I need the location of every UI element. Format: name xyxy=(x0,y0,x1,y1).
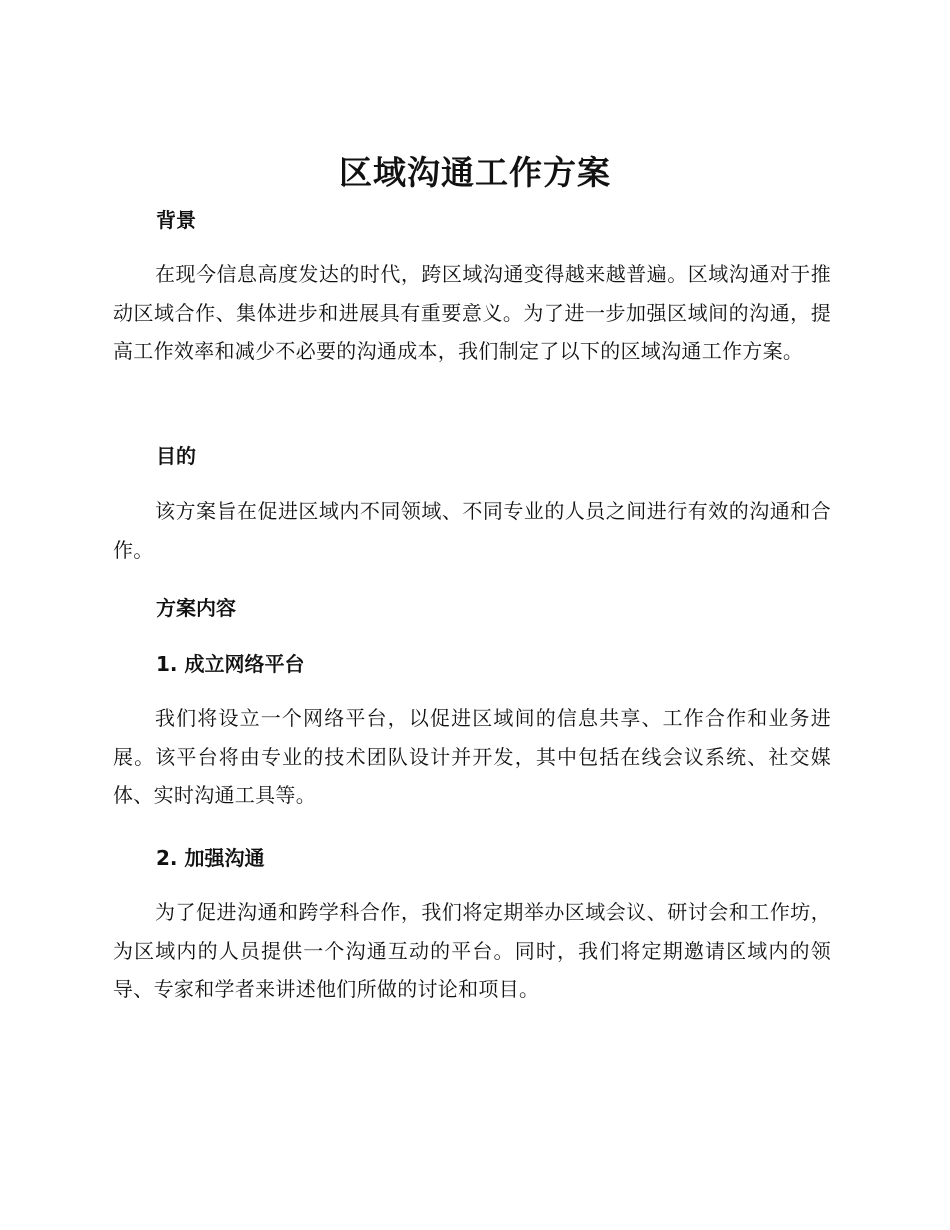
section-heading-background: 背景 xyxy=(156,208,196,232)
paragraph-purpose: 该方案旨在促进区域内不同领域、不同专业的人员之间进行有效的沟通和合作。 xyxy=(113,499,831,562)
section-heading-content: 方案内容 xyxy=(156,596,236,620)
document-title: 区域沟通工作方案 xyxy=(339,153,611,192)
paragraph-network-platform: 我们将设立一个网络平台，以促进区域间的信息共享、工作合作和业务进展。该平台将由专业的技术团队设计并开发，其中包括在线会议系统、社交媒体、实时沟通工具等。 xyxy=(113,706,831,808)
paragraph-strengthen-communication: 为了促进沟通和跨学科合作，我们将定期举办区域会议、研讨会和工作坊，为区域内的人员提供一个沟通互动的平台。同时，我们将定期邀请区域内的领导、专家和学者来讲述他们所做的讨论和项目。 xyxy=(113,900,831,1002)
paragraph-background: 在现今信息高度发达的时代，跨区域沟通变得越来越普遍。区域沟通对于推动区域合作、集体进步和进展具有重要意义。为了进一步加强区域间的沟通，提高工作效率和减少不必要的沟通成本，我们制定了以下的区域沟通工作方案。 xyxy=(113,262,831,364)
subheading-strengthen-communication: 2. 加强沟通 xyxy=(156,846,265,870)
section-heading-purpose: 目的 xyxy=(156,444,196,468)
subheading-network-platform: 1. 成立网络平台 xyxy=(156,652,305,676)
